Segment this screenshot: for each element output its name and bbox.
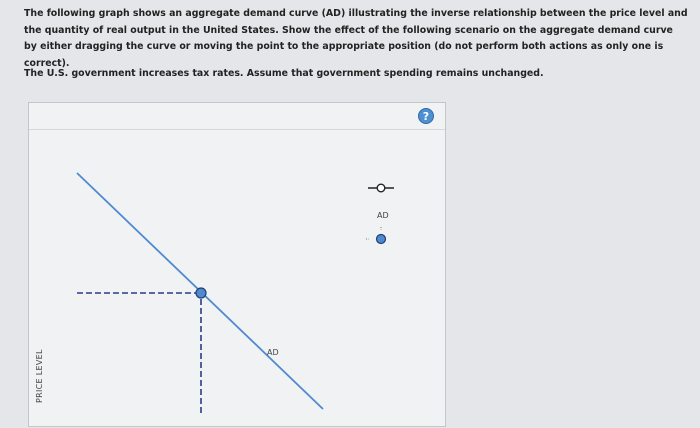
ad-point[interactable] <box>196 288 206 298</box>
question-prompt: The following graph shows an aggregate demand curve (AD) illustrating the inverse relationship between the price level and the quantity of real output in the United States. Show the effect of the following scenario on the aggregate demand curve by either dragging the curve or moving the point to the appropriate position (do not perform both actions as only one is correct). <box>24 8 688 69</box>
ad-line-tool-label: AD <box>377 211 389 220</box>
ad-point-tool[interactable] <box>366 227 386 244</box>
graph-panel <box>28 102 446 427</box>
graph-canvas[interactable] <box>29 103 447 428</box>
help-icon[interactable]: ? <box>418 108 434 124</box>
question-scenario: The U.S. government increases tax rates. Assume that government spending remains unchanged. <box>24 68 544 79</box>
y-axis-label: PRICE LEVEL <box>35 349 44 403</box>
ad-line-tool[interactable] <box>368 184 394 192</box>
ad-curve-label: AD <box>267 348 279 357</box>
